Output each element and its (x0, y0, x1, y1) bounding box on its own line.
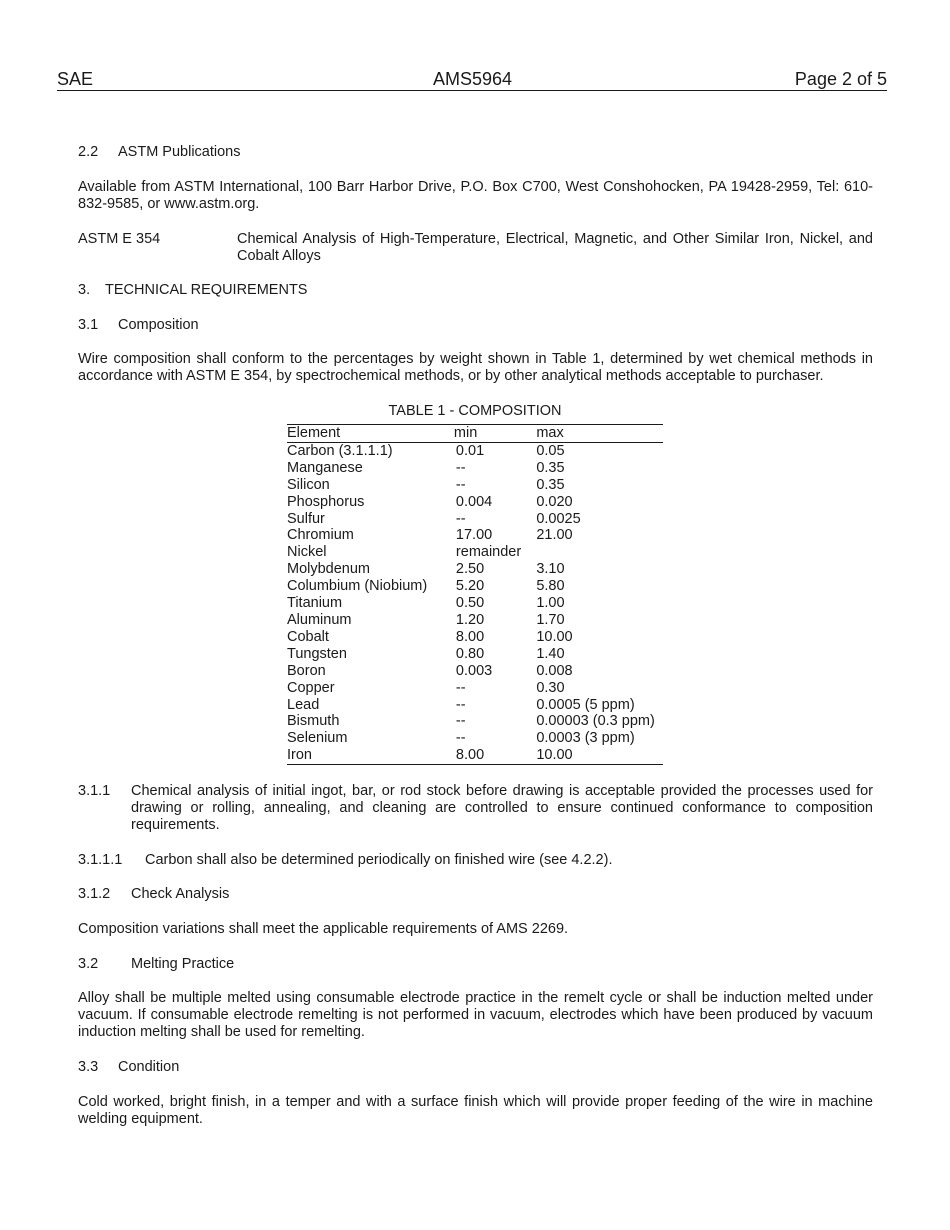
cell-min: 8.00 (455, 628, 485, 645)
cell-max: 0.0005 (5 ppm) (536, 696, 635, 713)
cell-max: 0.008 (536, 662, 573, 679)
column-header-min: min (453, 425, 478, 441)
cell-min: 0.01 (455, 442, 485, 459)
cell-element: Lead (287, 696, 320, 713)
cell-element: Tungsten (287, 645, 347, 662)
section-title: Melting Practice (131, 956, 235, 972)
section-title: Condition (118, 1059, 180, 1075)
section-3-3-text: Cold worked, bright finish, in a temper and with a surface finish which will provide proper feeding of the wire in machine welding equipment. (78, 1094, 873, 1127)
section-number: 3.1 (78, 317, 99, 333)
cell-element: Molybdenum (287, 561, 371, 578)
cell-max: 0.0025 (536, 510, 581, 527)
table-row (287, 442, 663, 459)
cell-element: Sulfur (287, 510, 325, 527)
cell-element: Phosphorus (287, 493, 365, 510)
cell-max: 5.80 (536, 578, 565, 595)
cell-max: 0.00003 (0.3 ppm) (536, 713, 655, 730)
cell-max: 10.00 (536, 747, 573, 764)
cell-max: 1.40 (536, 645, 565, 662)
header-org: SAE (57, 69, 94, 89)
reference-code: ASTM E 354 (78, 231, 161, 247)
column-header-element: Element (287, 425, 341, 441)
cell-min: 8.00 (455, 747, 485, 764)
cell-element: Columbium (Niobium) (287, 578, 428, 595)
cell-element: Chromium (287, 527, 354, 544)
table-row (287, 511, 663, 528)
cell-min: 0.003 (455, 662, 493, 679)
section-title: Composition (118, 317, 199, 333)
cell-min: 17.00 (455, 527, 493, 544)
cell-min: 5.20 (455, 578, 485, 595)
section-3-2-heading (78, 956, 873, 973)
section-text: Carbon shall also be determined periodically on finished wire (see 4.2.2). (145, 852, 613, 868)
section-3-3-heading (78, 1059, 873, 1076)
cell-element: Copper (287, 679, 335, 696)
section-number: 3.1.1 (78, 783, 111, 799)
cell-element: Nickel (287, 544, 327, 561)
table-row (287, 595, 663, 612)
cell-min: -- (455, 476, 466, 493)
cell-min: -- (455, 510, 466, 527)
cell-element: Boron (287, 662, 326, 679)
table-row (287, 527, 663, 544)
cell-max: 0.05 (536, 442, 565, 459)
cell-min: -- (455, 679, 466, 696)
cell-min: 2.50 (455, 561, 485, 578)
cell-element: Silicon (287, 476, 330, 493)
cell-min: 1.20 (455, 611, 485, 628)
section-3-1-1 (78, 783, 873, 834)
table-caption: TABLE 1 - COMPOSITION (388, 403, 562, 419)
section-number: 2.2 (78, 144, 99, 160)
cell-element: Cobalt (287, 628, 329, 645)
table-row (287, 612, 663, 629)
cell-max: 21.00 (536, 527, 573, 544)
section-title: TECHNICAL REQUIREMENTS (105, 282, 308, 298)
table-row (287, 578, 663, 595)
section-number: 3.1.2 (78, 886, 111, 902)
section-title: Check Analysis (131, 886, 230, 902)
table-row (287, 629, 663, 646)
section-3-heading (78, 282, 873, 299)
cell-max: 1.70 (536, 611, 565, 628)
section-2-2-heading (78, 144, 873, 161)
table-row (287, 697, 663, 714)
section-number: 3.2 (78, 956, 99, 972)
cell-min: 0.004 (455, 493, 493, 510)
cell-element: Iron (287, 747, 312, 764)
section-3-1-1-1 (78, 852, 873, 869)
table-row (287, 747, 663, 764)
table-row (287, 730, 663, 747)
header-page-number: Page 2 of 5 (794, 69, 887, 89)
section-3-1-2-text: Composition variations shall meet the applicable requirements of AMS 2269. (78, 921, 569, 937)
cell-max: 3.10 (536, 561, 565, 578)
cell-max: 10.00 (536, 628, 573, 645)
table-row (287, 646, 663, 663)
table-row (287, 663, 663, 680)
cell-element: Bismuth (287, 713, 340, 730)
cell-element: Carbon (3.1.1.1) (287, 442, 393, 459)
cell-min: -- (455, 696, 466, 713)
cell-max (536, 544, 663, 561)
cell-max: 0.30 (536, 679, 565, 696)
section-text: Chemical analysis of initial ingot, bar, or rod stock before drawing is acceptable provided the processes used for drawing or rolling, annealing, and cleaning are controlled to ensure continued conformance to composition requirements. (131, 783, 873, 833)
column-header-max: max (536, 425, 564, 441)
cell-min: 0.80 (455, 645, 485, 662)
cell-max: 0.35 (536, 459, 565, 476)
cell-min: remainder (455, 544, 522, 561)
header-doc-number: AMS5964 (433, 69, 513, 89)
cell-min: -- (455, 730, 466, 747)
section-3-1-2-heading (78, 886, 873, 903)
table-row (287, 544, 663, 561)
reference-title: Chemical Analysis of High-Temperature, Electrical, Magnetic, and Other Similar Iron, Nickel, and Cobalt Alloys (237, 231, 873, 264)
section-number: 3.1.1.1 (78, 852, 123, 868)
cell-max: 0.020 (536, 493, 573, 510)
cell-min: -- (455, 713, 466, 730)
table-row (287, 477, 663, 494)
section-3-2-text: Alloy shall be multiple melted using consumable electrode practice in the remelt cycle or shall be induction melted under vacuum. If consumable electrode remelting is not performed in vacuum, electrodes which have been produced by vacuum induction melting shall be used for remelting. (78, 990, 873, 1040)
table-header-row (287, 425, 663, 443)
table-row (287, 460, 663, 477)
section-3-1-text: Wire composition shall conform to the percentages by weight shown in Table 1, determined by wet chemical methods in accordance with ASTM E 354, by spectrochemical methods, or by other analytical methods acceptable to purchaser. (78, 351, 873, 384)
cell-element: Manganese (287, 459, 363, 476)
cell-element: Selenium (287, 730, 348, 747)
table-row (287, 713, 663, 730)
running-header (57, 68, 887, 91)
section-number: 3. (78, 282, 91, 298)
section-2-2-text: Available from ASTM International, 100 Barr Harbor Drive, P.O. Box C700, West Conshohocken, PA 19428-2959, Tel: 610-832-9585, or www.astm.org. (78, 179, 873, 212)
table-row (287, 680, 663, 697)
cell-max: 0.0003 (3 ppm) (536, 730, 635, 747)
cell-min: -- (455, 459, 466, 476)
composition-table (287, 424, 663, 765)
table-row (287, 494, 663, 511)
section-number: 3.3 (78, 1059, 99, 1075)
cell-max: 0.35 (536, 476, 565, 493)
table-row (287, 561, 663, 578)
cell-element: Aluminum (287, 611, 352, 628)
cell-min: 0.50 (455, 595, 485, 612)
section-3-1-heading (78, 317, 873, 334)
cell-element: Titanium (287, 595, 343, 612)
cell-max: 1.00 (536, 595, 565, 612)
section-title: ASTM Publications (118, 144, 241, 160)
